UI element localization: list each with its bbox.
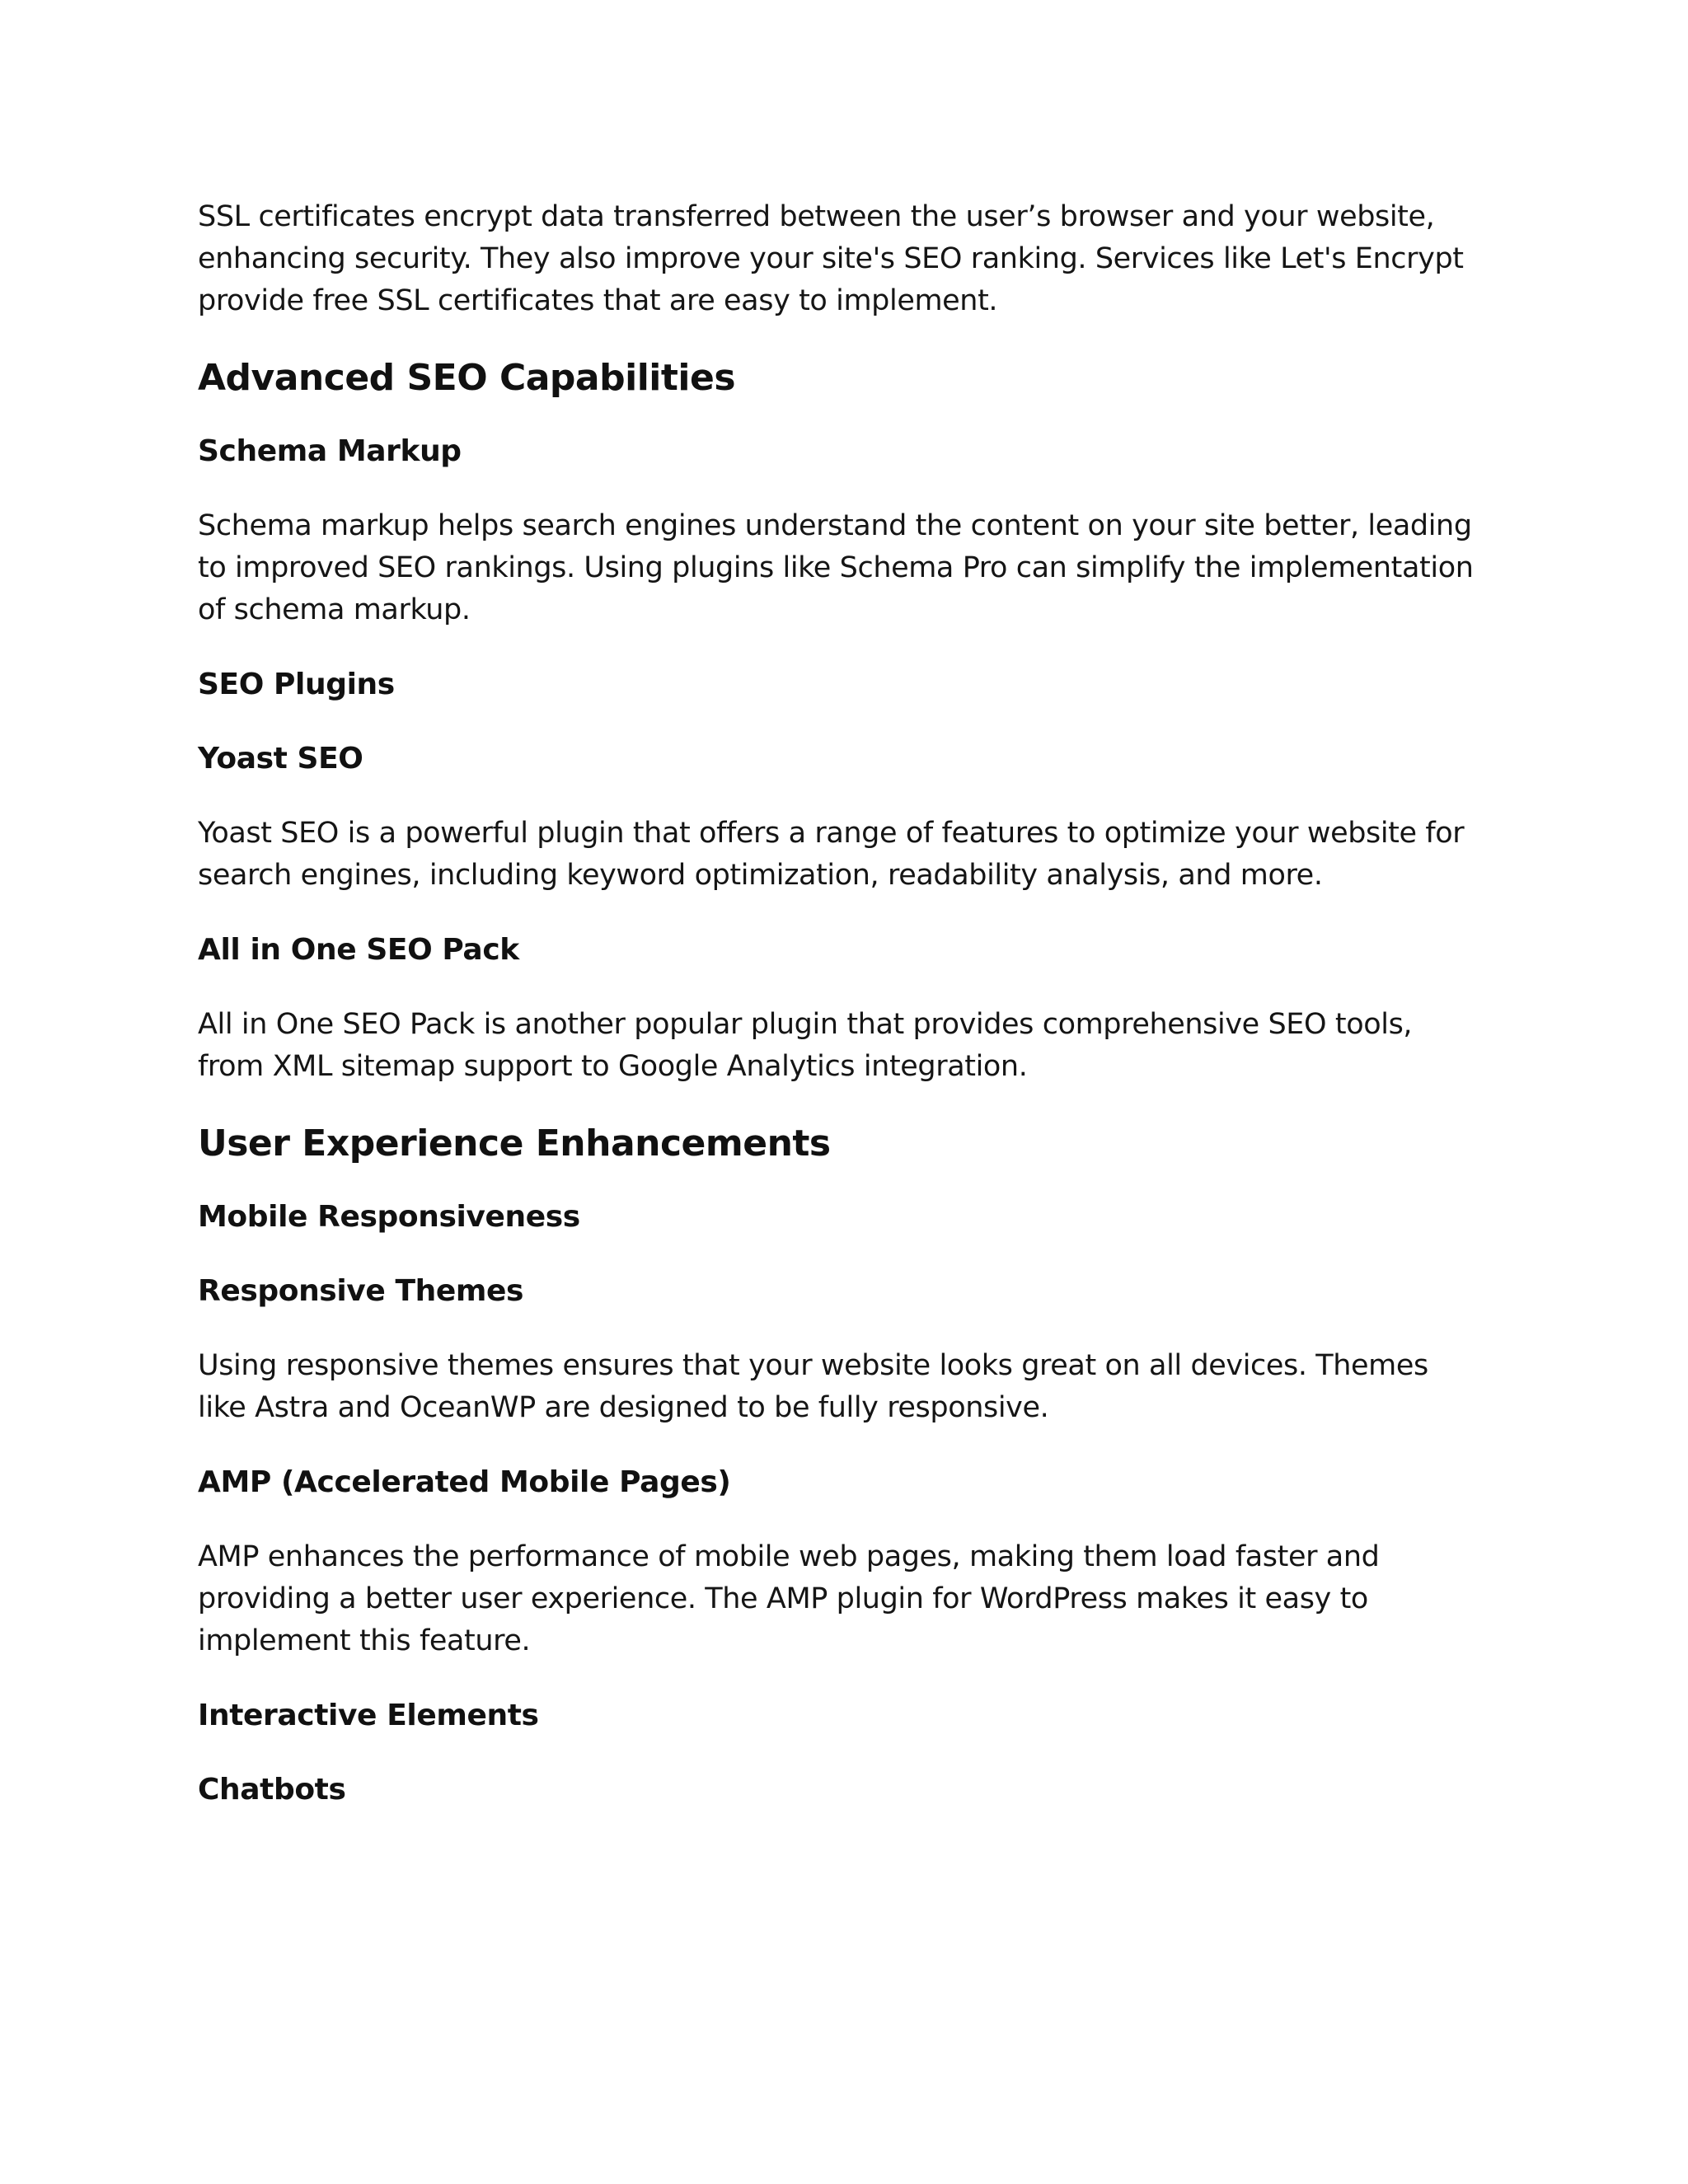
subheading-all-in-one-seo-pack: All in One SEO Pack: [198, 933, 519, 967]
paragraph-amp: AMP enhances the performance of mobile web pages, making them load faster and providing a better user experience. The AMP plugin for WordPress makes it easy to implement this feature.: [198, 1540, 1380, 1657]
subheading-amp: AMP (Accelerated Mobile Pages): [198, 1465, 731, 1499]
paragraph-ssl-certificates: SSL certificates encrypt data transferred between the user’s browser and your website, enhancing security. They also improve your site's SEO ranking. Services like Let's Encrypt provide free SSL certificates that are easy to implement.: [198, 200, 1464, 317]
document-content: [198, 196, 1484, 1844]
subheading-chatbots: Chatbots: [198, 1773, 346, 1807]
subheading-interactive-elements: Interactive Elements: [198, 1699, 539, 1732]
subheading-yoast-seo: Yoast SEO: [198, 742, 363, 776]
paragraph-responsive-themes: Using responsive themes ensures that your website looks great on all devices. Themes like Astra and OceanWP are designed to be fully responsive.: [198, 1349, 1428, 1424]
paragraph-all-in-one-seo-pack: All in One SEO Pack is another popular plugin that provides comprehensive SEO tools, from XML sitemap support to Google Analytics integration.: [198, 1008, 1413, 1083]
heading-advanced-seo-capabilities: Advanced SEO Capabilities: [198, 357, 736, 399]
heading-user-experience-enhancements: User Experience Enhancements: [198, 1122, 831, 1165]
subheading-schema-markup: Schema Markup: [198, 434, 462, 468]
paragraph-schema-markup: Schema markup helps search engines understand the content on your site better, leading to improved SEO rankings. Using plugins like Schema Pro can simplify the implementation of schema markup.: [198, 509, 1474, 626]
paragraph-yoast-seo: Yoast SEO is a powerful plugin that offers a range of features to optimize your website for search engines, including keyword optimization, readability analysis, and more.: [198, 817, 1465, 892]
subheading-seo-plugins: SEO Plugins: [198, 668, 395, 701]
subheading-responsive-themes: Responsive Themes: [198, 1274, 524, 1308]
subheading-mobile-responsiveness: Mobile Responsiveness: [198, 1200, 580, 1234]
